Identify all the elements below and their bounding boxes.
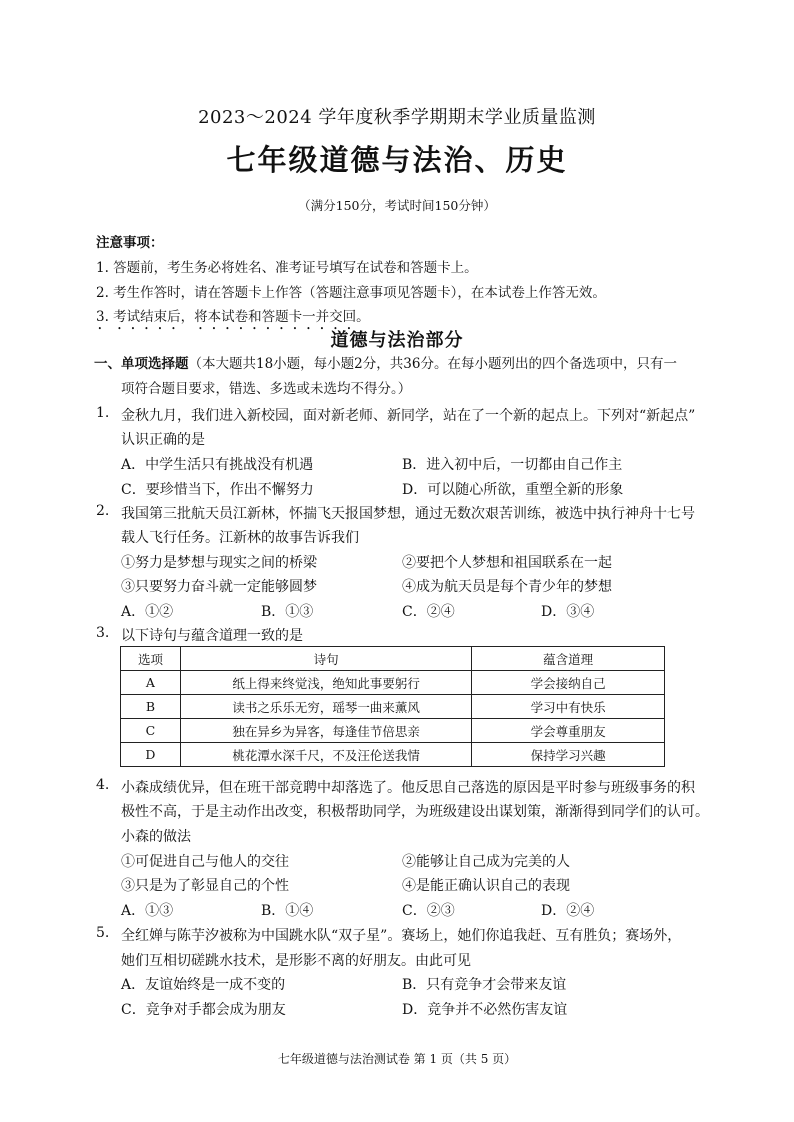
- question-text: 极性不高，于是主动作出改变，积极帮助同学，为班级建设出谋划策，渐渐得到同学们的认可。: [121, 804, 709, 820]
- option-a: A．友谊始终是一成不变的: [121, 977, 286, 993]
- option-b: B．①④: [261, 903, 314, 919]
- part-description: （本大题共18小题，每小题2分，共36分。在每小题列出的四个备选项中，只有一: [188, 356, 677, 372]
- table-cell: 学会尊重朋友: [472, 719, 665, 743]
- statement-2: ②要把个人梦想和祖国联系在一起: [402, 555, 612, 571]
- question-number: 2.: [96, 503, 110, 519]
- table-row: [121, 719, 665, 743]
- table-row: [121, 671, 665, 695]
- question-text: 我国第三批航天员江新林，怀揣飞天报国梦想，通过无数次艰苦训练，被选中执行神舟十七号: [121, 506, 695, 522]
- question-text: 小森的做法: [121, 829, 191, 845]
- note-item-3: 3. 考试结束后，将本试卷和答题卡一并交回。: [96, 309, 370, 325]
- statement-4: ④成为航天员是每个青少年的梦想: [402, 579, 612, 595]
- table-cell: C: [121, 719, 181, 743]
- question-number: 5.: [96, 925, 110, 941]
- option-c: C．竞争对手都会成为朋友: [121, 1002, 286, 1018]
- part-heading: [94, 352, 677, 372]
- option-d: D．②④: [541, 903, 595, 919]
- option-d: D．可以随心所欲，重塑全新的形象: [402, 482, 624, 498]
- statement-3: ③只要努力奋斗就一定能够圆梦: [121, 579, 317, 595]
- option-a: A．①②: [121, 604, 174, 620]
- part-description-2: 项符合题目要求，错选、多选或未选均不得分。）: [121, 381, 412, 397]
- option-c: C．②③: [402, 903, 455, 919]
- option-a: A．中学生活只有挑战没有机遇: [121, 457, 314, 473]
- column-header: 诗句: [180, 647, 471, 671]
- option-b: B．①③: [261, 604, 314, 620]
- exam-title: 七年级道德与法治、历史: [226, 143, 568, 177]
- table-row: [121, 743, 665, 767]
- option-c: C．②④: [402, 604, 455, 620]
- question-number: 3.: [96, 625, 110, 641]
- question-text: 认识正确的是: [121, 432, 205, 448]
- option-d: D．③④: [541, 604, 595, 620]
- option-a: A．①③: [121, 903, 174, 919]
- table-cell: 桃花潭水深千尺，不及汪伦送我情: [180, 743, 471, 767]
- question-text: 金秋九月，我们进入新校园，面对新老师、新同学，站在了一个新的起点上。下列对“新起点”: [121, 408, 696, 424]
- option-c: C．要珍惜当下，作出不懈努力: [121, 482, 314, 498]
- question-text: 小森成绩优异，但在班干部竞聘中却落选了。他反思自己落选的原因是平时参与班级事务的积: [121, 780, 695, 796]
- section-title: 道德与法治部分: [330, 330, 464, 351]
- question-text: 她们互相切磋跳水技术，是形影不离的好朋友。由此可见: [121, 953, 471, 969]
- question-text: 以下诗句与蕴含道理一致的是: [121, 628, 303, 644]
- table-cell: 学会接纳自己: [472, 671, 665, 695]
- note-item-2: 2. 考生作答时，请在答题卡上作答（答题注意事项见答题卡），在本试卷上作答无效。: [96, 285, 606, 301]
- table-row: [121, 695, 665, 719]
- table-cell: A: [121, 671, 181, 695]
- table-cell: 纸上得来终觉浅，绝知此事要躬行: [180, 671, 471, 695]
- statement-2: ②能够让自己成为完美的人: [402, 854, 570, 870]
- option-b: B．进入初中后，一切都由自己作主: [402, 457, 623, 473]
- table-cell: 独在异乡为异客，每逢佳节倍思亲: [180, 719, 471, 743]
- exam-subtitle: （满分150分，考试时间150分钟）: [298, 198, 496, 213]
- option-d: D．竞争并不必然伤害友谊: [402, 1002, 568, 1018]
- note-item-1: 1. 答题前，考生务必将姓名、准考证号填写在试卷和答题卡上。: [96, 260, 478, 276]
- question-text: 全红婵与陈芋汐被称为中国跳水队“双子星”。赛场上，她们你追我赶、互有胜负；赛场外，: [121, 928, 682, 944]
- table-cell: 读书之乐乐无穷，瑶琴一曲来薰风: [180, 695, 471, 719]
- column-header: 选项: [121, 647, 181, 671]
- question-text: 载人飞行任务。江新林的故事告诉我们: [121, 530, 359, 546]
- column-header: 蕴含道理: [472, 647, 665, 671]
- page-footer: 七年级道德与法治测试卷 第 1 页（共 5 页）: [277, 1052, 517, 1066]
- table-cell: 学习中有快乐: [472, 695, 665, 719]
- option-b: B．只有竞争才会带来友谊: [402, 977, 567, 993]
- question-number: 4.: [96, 777, 110, 793]
- statement-1: ①可促进自己与他人的交往: [121, 854, 289, 870]
- table-cell: 保持学习兴趣: [472, 743, 665, 767]
- exam-header-line: 2023～2024 学年度秋季学期期末学业质量监测: [198, 107, 596, 128]
- table-cell: D: [121, 743, 181, 767]
- poem-table: [120, 646, 665, 767]
- statement-1: ①努力是梦想与现实之间的桥梁: [121, 555, 317, 571]
- notes-title: 注意事项：: [96, 235, 164, 251]
- part-label: 一、单项选择题: [94, 356, 189, 372]
- table-header-row: [121, 647, 665, 671]
- table-cell: B: [121, 695, 181, 719]
- question-number: 1.: [96, 405, 110, 421]
- statement-4: ④是能正确认识自己的表现: [402, 878, 570, 894]
- statement-3: ③只是为了彰显自己的个性: [121, 878, 289, 894]
